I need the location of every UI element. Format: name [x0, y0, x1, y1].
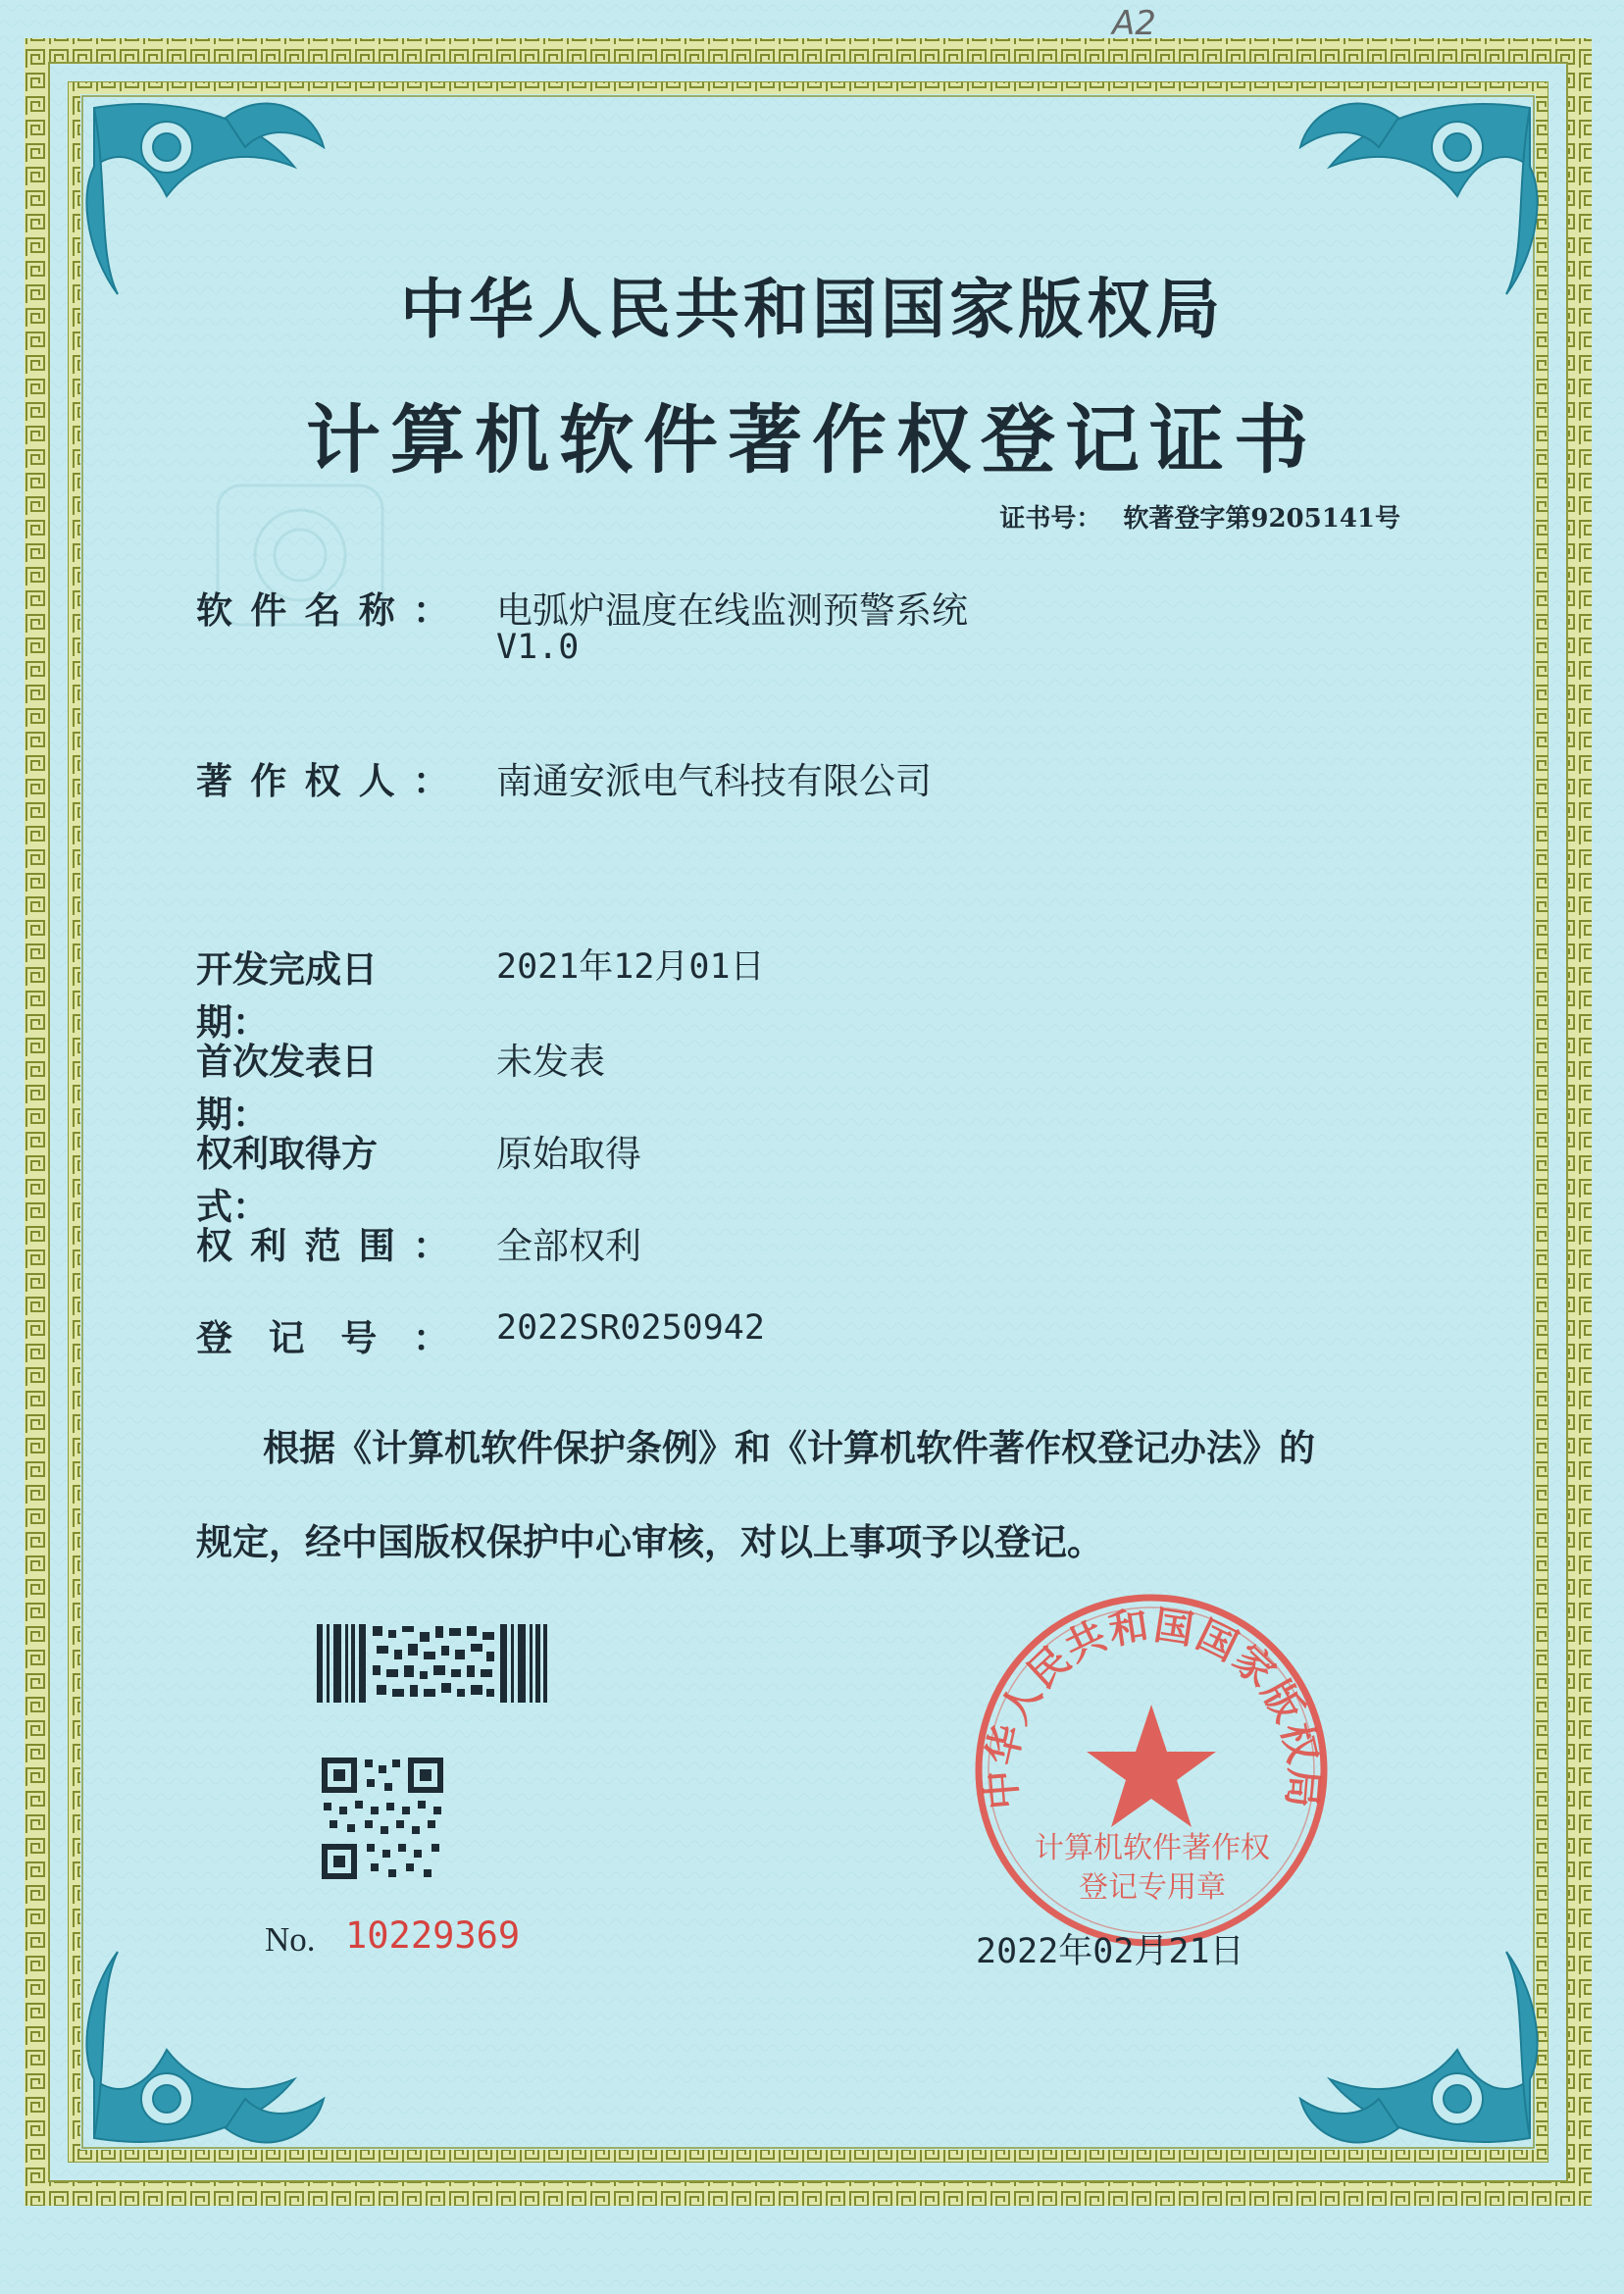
software-version-value: V1.0 [496, 628, 580, 667]
acquisition-method-label: 权利取得方式： [196, 1132, 378, 1228]
first-publication-date-value: 未发表 [496, 1041, 605, 1083]
certificate-number-label: 证书号： [999, 504, 1102, 534]
svg-text:中华人民共和国国家版权局 [978, 1602, 1327, 1810]
registration-number-label: 登 记 号 ： [196, 1316, 449, 1359]
software-name-value: 电弧炉温度在线监测预警系统 [496, 589, 968, 632]
acquisition-method-value: 原始取得 [496, 1133, 641, 1175]
completion-date-value: 2021年12月01日 [496, 947, 765, 987]
certificate-number-value: 软著登字第9205141号 [1123, 504, 1400, 534]
copyright-owner-label: 著 作 权 人 ： [196, 759, 449, 802]
seal-line-1: 计算机软件著作权 [1035, 1831, 1270, 1865]
statement-line-2: 规定，经中国版权保护中心审核，对以上事项予以登记。 [196, 1520, 1103, 1563]
handwritten-mark: A2 [1112, 4, 1156, 43]
serial-label: No. [265, 1920, 316, 1959]
qr-code [322, 1758, 443, 1879]
scope-of-rights-value: 全部权利 [496, 1225, 641, 1267]
scope-of-rights-label: 权 利 范 围 ： [196, 1224, 449, 1267]
issue-date: 2022年02月21日 [976, 1932, 1244, 1971]
certificate-title: 计算机软件著作权登记证书 [306, 396, 1318, 484]
completion-date-label: 开发完成日期： [196, 947, 378, 1044]
certificate-number [999, 498, 1400, 535]
first-publication-date-label: 首次发表日期： [196, 1040, 378, 1136]
software-name-label: 软 件 名 称 ： [196, 588, 449, 632]
issuing-authority: 中华人民共和国国家版权局 [400, 271, 1224, 347]
seal-arc-text: 中华人民共和国国家版权局 [977, 1602, 1328, 1811]
copyright-owner-value: 南通安派电气科技有限公司 [496, 760, 932, 802]
seal-text [971, 1589, 1334, 1952]
seal-line-2: 登记专用章 [1079, 1870, 1226, 1905]
registration-number-value: 2022SR0250942 [496, 1308, 765, 1348]
serial-number: 10229369 [345, 1914, 521, 1957]
statement-line-1: 根据《计算机软件保护条例》和《计算机软件著作权登记办法》的 [263, 1426, 1315, 1469]
